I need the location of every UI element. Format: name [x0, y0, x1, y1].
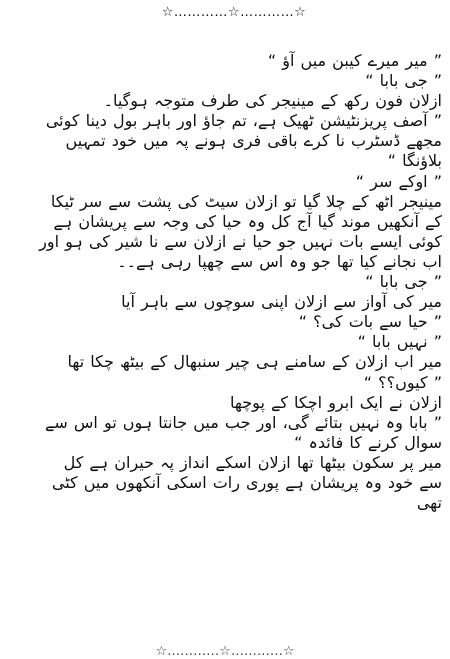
text-line: ” جی بابا “ [365, 71, 442, 91]
text-line: اب نجانے کیا تھا جو وہ اس سے چھپا رہی ہے۔۔ [117, 251, 442, 271]
text-line: ” جی بابا “ [365, 272, 442, 292]
bottom-separator: ☆…………☆…………☆ [155, 644, 295, 659]
text-line: ” کیوں؟؟ “ [363, 372, 442, 392]
text-line: بلاؤنگا “ [387, 151, 442, 171]
text-line: ازلان نے ایک ابرو اچکا کے پوچھا [230, 392, 442, 412]
text-line: مینیجر اٹھ کے چلا گیا تو ازلان سیٹ کی پشت سے سر ٹیکا [50, 191, 442, 211]
text-line: مجھے ڈسٹرب نا کرے باقی فری ہونے پہ میں خود تمہیں [65, 131, 442, 151]
text-line: ” حیا سے بات کی؟ “ [298, 312, 442, 332]
text-line: ” بابا وہ نہیں بتائے گی، اور جب میں جانتا ہوں تو اس سے [45, 412, 442, 432]
text-line: تھی [416, 493, 442, 513]
text-line: ” میر میرے کیبن میں آؤ “ [267, 51, 442, 70]
text-line: کوئی ایسے بات نہیں جو حیا نے ازلان سے نا شیر کی ہو اور [39, 231, 442, 251]
text-line: ازلان فون رکھ کے مینیجر کی طرف متوجہ ہوگیا۔ [103, 91, 442, 111]
text-line: سے خود وہ پریشان ہے پوری رات اسکی آنکھوں میں کٹی [51, 472, 442, 492]
text-line: ” آصف پریزنٹیشن ٹھیک ہے، تم جاؤ اور باہر بول دینا کوئی [45, 111, 442, 131]
text-line: کے آنکھیں موند گیا آج کل وہ حیا کی وجہ سے پریشان ہے [53, 211, 442, 231]
text-line: میر اب ازلان کے سامنے ہی چیر سنبھال کے بیٹھ چکا تھا [67, 352, 442, 372]
text-line: ” اوکے سر “ [355, 171, 442, 191]
top-separator: ☆…………☆…………☆ [161, 5, 307, 20]
text-line: میر کی آواز سے ازلان اپنی سوچوں سے باہر آیا [121, 292, 442, 312]
text-line: میر پر سکون بیٹھا تھا ازلان اسکے انداز پہ حیران ہے کل [63, 452, 442, 472]
text-line: ” نہیں بابا “ [357, 332, 442, 352]
text-line: سوال کرنے کا فائدہ “ [294, 432, 442, 452]
story-text [6, 51, 442, 513]
